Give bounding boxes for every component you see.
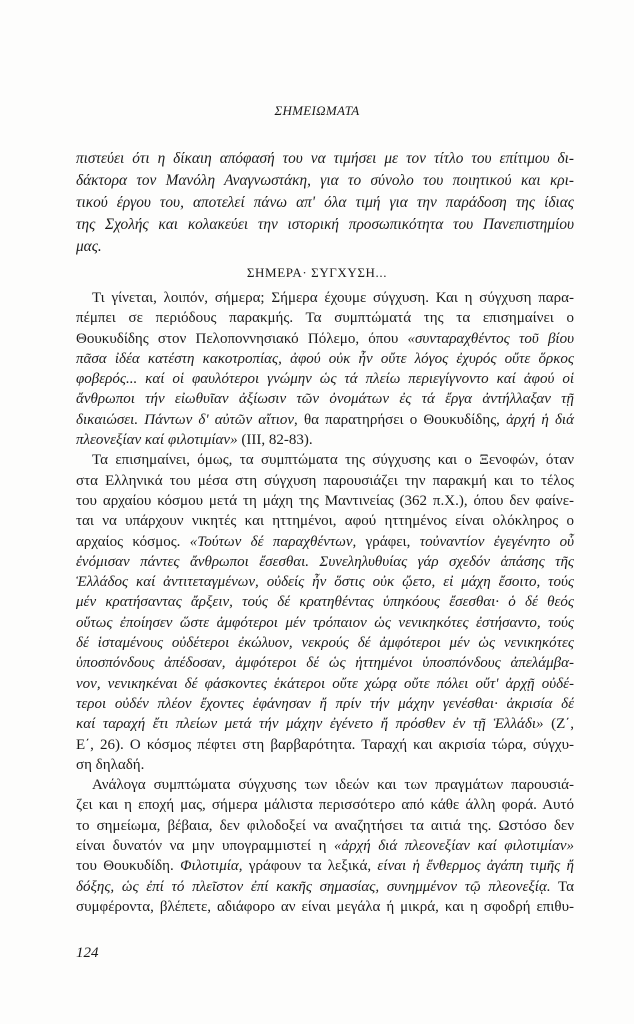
text-segment: ὑποσπόνδους ἀπέδοσαν, ἀμφότεροι δέ ὡς ἡττημένοι ὑποσπόνδους ἀπελάμβα- (76, 655, 574, 672)
text-segment: νον, νενικηκέναι δέ φάσκοντες ἑκάτεροι οὔτε χώρᾳ οὔτε πόλει οὔτ' ἀρχῇ οὐδέ- (76, 675, 574, 692)
paragraph (76, 450, 574, 775)
text-line (76, 192, 574, 214)
text-segment: τικού έργου του, αποτελεί πάνω απ' όλα τιμή για την παράδοση της ίδιας (76, 194, 574, 211)
body-text (76, 288, 574, 917)
text-line (76, 170, 574, 192)
text-segment: Θουκυδίδης στον Πελοποννησιακό Πόλεμο, όπου (76, 330, 408, 347)
text-segment: αρχαίος κόσμος. (76, 533, 190, 550)
text-line (76, 613, 574, 633)
text-segment: του Θουκυδίδη. (76, 858, 181, 875)
text-line (76, 288, 574, 308)
text-segment: Ε΄, 26). Ο κόσμος πέφτει στη βαρβαρότητα. Ταραχή και ακρισία τώρα, σύγχυ- (76, 736, 574, 753)
text-segment: καί ταραχή ἔτι πλείων μετά τήν μάχην ἐγένετο ἤ πρόσθεν ἐν τῇ Ἑλλάδι» (76, 716, 544, 733)
text-segment: συμφέροντα, βλέπετε, αδιάφορο αν είναι μεγάλα ή μικρά, και η σφοδρή επιθυ- (76, 898, 574, 915)
text-segment: οὕτως ἐποίησεν ὥστε ἀμφότεροι μέν τρόπαιον ὡς νενικηκότες ἐστήσαντο, τούς (76, 614, 574, 631)
text-segment: πᾶσα ἰδέα κατέστη κακοτροπίας, ἀφού οὐκ ἦν οὔτε λόγος ἐχυρός οὔτε ὅρκος (76, 350, 574, 367)
text-segment: (Ζ΄, (543, 716, 575, 733)
running-head: ΣΗΜΕΙΩΜΑΤΑ (274, 103, 360, 118)
text-segment: το σημείωμα, βέβαια, δεν φιλοδοξεί να αναζητήσει τα αιτιά της. Ωστόσο δεν (76, 817, 574, 834)
text-line (76, 430, 574, 450)
intro-paragraph (76, 148, 574, 258)
text-segment: στα Ελληνικά του μέσα στη σύγχυση παρουσιάζει την παρακμή και το τέλος (76, 472, 574, 489)
text-line (76, 552, 574, 572)
text-line (76, 775, 574, 795)
text-line (76, 236, 574, 258)
text-segment: ἀρχή ἡ διά (506, 411, 574, 428)
text-segment: δέ ἱσταμένους οὐδέτεροι ἐκώλυον, νεκρούς δέ ἀμφότεροι μέν ὡς νενικηκότες (76, 635, 574, 652)
text-segment: πλεονεξίαν καί φιλοτιμίαν» (76, 432, 238, 449)
text-line (76, 877, 574, 897)
text-line (76, 674, 574, 694)
text-line (76, 694, 574, 714)
text-segment: «ἀρχή διά πλεονεξίαν καί φιλοτιμίαν» (334, 838, 574, 855)
text-line (76, 450, 574, 470)
text-segment: φοβερός... καί οἱ φαυλότεροι γνώμην ὡς τά πλείω περιεγίγνοντο καί ἀφού οἱ (76, 371, 574, 388)
text-segment: πέμπει σε περιόδους παρακμής. Τα συμπτώματά της τα επισημαίνει ο (76, 310, 574, 327)
text-segment: Τα (550, 878, 574, 895)
text-line (76, 836, 574, 856)
text-segment: μας. (76, 238, 102, 255)
page-number: 124 (76, 945, 99, 961)
text-line (76, 369, 574, 389)
text-line (76, 633, 574, 653)
text-segment: (ΙΙΙ, 82-83). (237, 432, 313, 449)
text-segment: μέν κρατήσαντας ἄρξειν, τούς δέ κρατηθέντας ὑπηκόους ἔσεσθαι· ὁ δέ θεός (76, 594, 574, 611)
text-line (76, 714, 574, 734)
text-segment: δόξης, ὡς ἐπί τό πλεῖστον ἐπί κακῆς σημασίας, συνημμένον τῷ πλεονεξίᾳ. (76, 878, 551, 895)
text-segment: Τα επισημαίνει, όμως, τα συμπτώματα της σύγχυσης και ο Ξενοφών, όταν (92, 452, 574, 469)
paragraph (76, 288, 574, 450)
text-segment: τεροι οὐδέν πλέον ἔχοντες ἐφάνησαν ἤ πρίν τήν μάχην γενέσθαι· ἀκρισία δέ (76, 695, 574, 712)
text-line (76, 653, 574, 673)
text-line (76, 795, 574, 815)
text-segment: «συνταραχθέντος τοῦ βίου (407, 330, 574, 347)
text-segment: είναι ἡ ἔνθερμος ἀγάπη τιμῆς ἤ (377, 858, 575, 875)
text-line (76, 471, 574, 491)
text-segment: Ἑλλάδος καί ἀντιτεταγμένων, οὐδείς ἦν ὅστις οὐκ ᾤετο, εἰ μάχη ἔσοιτο, τούς (76, 574, 574, 591)
text-segment: δάκτορα τον Μανόλη Αναγνωστάκη, για το σύνολο του ποιητικού και κρι- (76, 172, 574, 189)
text-segment: ται να υπάρχουν νικητές και ηττημένοι, αφού ηττημένος είναι ολόκληρος ο (76, 513, 574, 530)
text-line (76, 735, 574, 755)
text-line (76, 349, 574, 369)
text-segment: της Σχολής και κολακεύει την ιστορική προσωπικότητα του Πανεπιστημίου (76, 216, 574, 233)
text-line (76, 755, 574, 775)
text-segment: ἄνθρωποι τήν εἰωθυῖαν ἀξίωσιν τῶν ὀνομάτων ἐς τά ἔργα ἀντήλλαξαν τῇ (76, 391, 574, 408)
text-segment: «Τούτων δέ παραχθέντων, (189, 533, 357, 550)
text-segment: Τι γίνεται, λοιπόν, σήμερα; Σήμερα έχουμε σύγχυση. Και η σύγχυση παρα- (92, 290, 574, 306)
text-line (76, 511, 574, 531)
text-segment: είναι δυνατόν να μην υπογραμμιστεί η (76, 838, 335, 855)
text-segment: γράφουν τα λεξικά, (242, 858, 378, 875)
text-line (76, 329, 574, 349)
text-segment: πιστεύει ότι η δίκαιη απόφασή του να τιμήσει με τον τίτλο του επίτιμου δι- (76, 150, 574, 167)
text-line (76, 897, 574, 917)
text-line (76, 856, 574, 876)
text-line (76, 148, 574, 170)
text-line (76, 532, 574, 552)
text-line (76, 572, 574, 592)
paragraph (76, 775, 574, 917)
text-line (76, 491, 574, 511)
text-segment: δικαιώσει. Πάντων δ' αὐτῶν αἴτιον (76, 411, 295, 428)
text-segment: Φιλοτιμία, (180, 858, 243, 875)
text-segment: γράφει, (356, 533, 420, 550)
text-segment: ζει και η εποχή μας, σήμερα μάλιστα περισσότερο από κάθε άλλη φορά. Αυτό (76, 797, 574, 814)
text-line (76, 410, 574, 430)
text-segment: του αρχαίου κόσμου μετά τη μάχη της Μαντινείας (362 π.Χ.), όπου δεν φαίνε- (76, 492, 574, 509)
text-line (76, 816, 574, 836)
text-segment: , θα παρατηρήσει ο Θουκυδίδης, (294, 411, 507, 428)
text-line (76, 214, 574, 236)
text-segment: Ανάλογα συμπτώματα σύγχυσης των ιδεών και των πραγμάτων παρουσιά- (92, 777, 574, 794)
text-line (76, 308, 574, 328)
text-line (76, 592, 574, 612)
text-segment: ἐνόμισαν πάντες ἄνθρωποι ἔσεσθαι. Συνεληλυθυίας γάρ σχεδόν ἁπάσης τῆς (76, 553, 574, 570)
text-segment: ση δηλαδή. (76, 756, 145, 773)
section-heading: ΣΗΜΕΡΑ· ΣΥΓΧΥΣΗ... (246, 265, 388, 280)
text-segment: τοὐναντίον ἐγεγένητο οὗ (419, 533, 574, 550)
text-line (76, 389, 574, 409)
